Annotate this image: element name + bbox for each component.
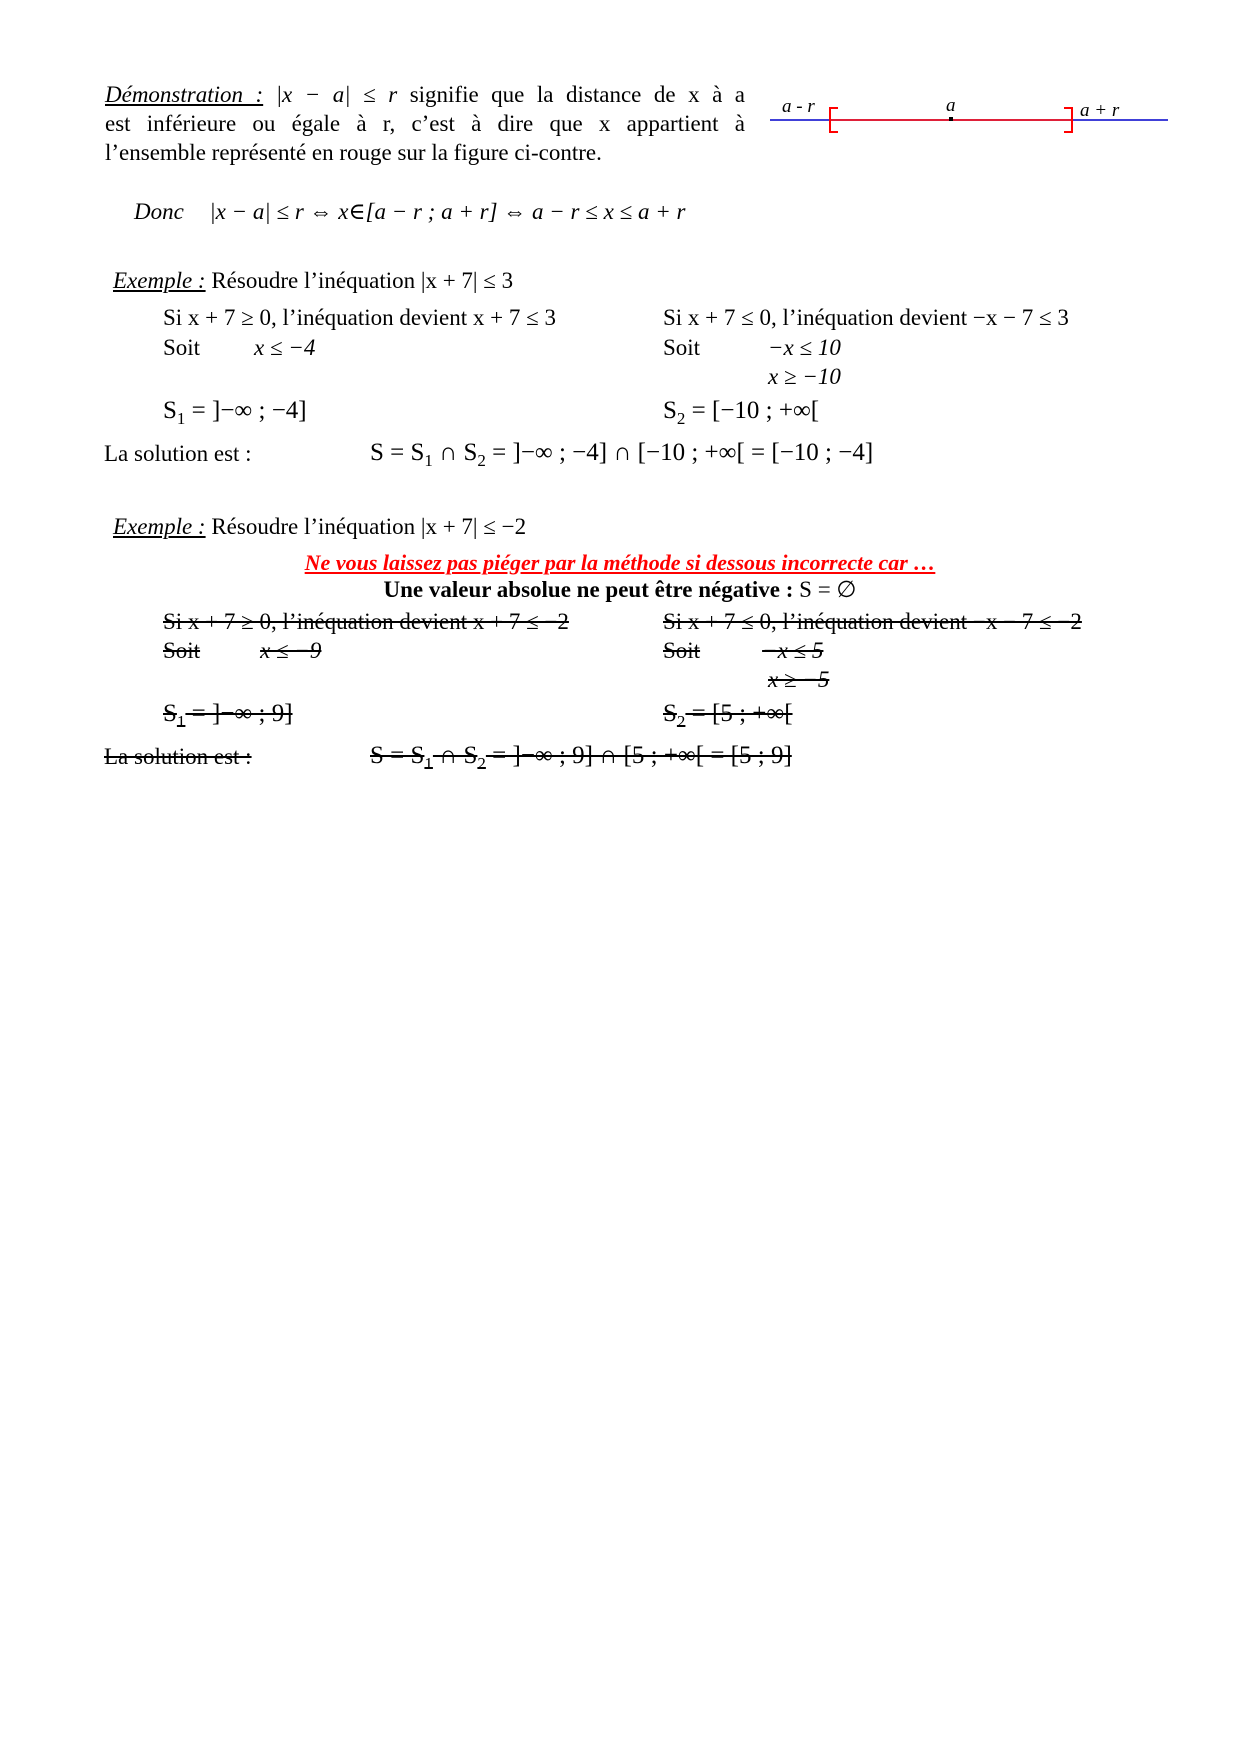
example1-solution-label: La solution est : bbox=[104, 441, 252, 466]
example1-case1-result: x ≤ −4 bbox=[254, 335, 316, 360]
example2-empty-set: S = ∅ bbox=[799, 577, 857, 602]
example2-s2-name: S bbox=[663, 700, 677, 727]
example1-solution-sub1: 1 bbox=[424, 451, 433, 470]
demo-line-2: est inférieure ou égale à r, c’est à dire que x appartient à bbox=[105, 111, 745, 136]
example2-case1-soit-line bbox=[163, 637, 323, 665]
example2-solution-sub1: 1 bbox=[424, 754, 433, 773]
example2-warning: Ne vous laissez pas piéger par la méthode si dessous incorrecte car … bbox=[304, 550, 936, 575]
example1-case2-result2: x ≥ −10 bbox=[768, 364, 841, 389]
example1-solution-b: ∩ S bbox=[432, 439, 478, 466]
demonstration-paragraph bbox=[105, 80, 745, 167]
demo-line-3: l’ensemble représenté en rouge sur la figure ci-contre. bbox=[105, 140, 602, 165]
example2-solution-b: ∩ S bbox=[432, 742, 478, 769]
demo-line-1 bbox=[105, 80, 745, 109]
example1-s1 bbox=[163, 397, 307, 428]
example2-case1-soit: Soit bbox=[163, 638, 201, 663]
figure-center-label: a bbox=[946, 95, 956, 116]
demo-label: Démonstration : bbox=[105, 82, 264, 107]
interval-figure bbox=[770, 92, 1170, 142]
example2-s1-name: S bbox=[163, 700, 177, 727]
example1-s2-value: = [−10 ; +∞[ bbox=[685, 397, 820, 424]
example1-s2 bbox=[663, 397, 820, 428]
example2-heading bbox=[113, 513, 526, 541]
example1-s2-sub: 2 bbox=[676, 409, 686, 428]
example2-case2-line: Si x + 7 ≤ 0, l’inéquation devient −x − 7 ≤ −2 bbox=[663, 609, 1082, 634]
example2-s1-value: = ]−∞ ; 9] bbox=[185, 700, 293, 727]
example2-s1-sub: 1 bbox=[176, 712, 186, 731]
example2-case2-soit-line bbox=[663, 637, 823, 665]
example1-solution bbox=[370, 439, 874, 470]
example2-s2-sub: 2 bbox=[676, 712, 686, 731]
example2-solution-label: La solution est : bbox=[104, 744, 252, 769]
example2-solution-c: = ]−∞ ; 9] ∩ [5 ; +∞[ = [5 ; 9] bbox=[485, 742, 792, 769]
example1-case2-soit: Soit bbox=[663, 335, 701, 360]
example2-case1-line: Si x + 7 ≥ 0, l’inéquation devient x + 7 ≤ −2 bbox=[163, 609, 569, 634]
center-point bbox=[949, 117, 953, 121]
donc-formula: |x − a| ≤ r ⇔ x∈[a − r ; a + r] ⇔ a − r ≤ x ≤ a + r bbox=[209, 199, 686, 224]
example1-case2-line: Si x + 7 ≤ 0, l’inéquation devient −x − 7 ≤ 3 bbox=[663, 305, 1069, 330]
example2-s1 bbox=[163, 700, 293, 731]
example1-case1-soit: Soit bbox=[163, 335, 201, 360]
demo-line1-rest: signifie que la distance de x à a bbox=[409, 82, 746, 107]
example1-case2-result1: −x ≤ 10 bbox=[768, 335, 841, 360]
example2-s2 bbox=[663, 700, 793, 731]
example1-s2-name: S bbox=[663, 397, 677, 424]
demo-formula: |x − a| ≤ r bbox=[275, 82, 398, 107]
example1-case1-line: Si x + 7 ≥ 0, l’inéquation devient x + 7 ≤ 3 bbox=[163, 305, 556, 330]
example2-s2-value: = [5 ; +∞[ bbox=[685, 700, 793, 727]
example1-s1-sub: 1 bbox=[176, 409, 186, 428]
example1-solution-sub2: 2 bbox=[477, 451, 486, 470]
example2-statement: Résoudre l’inéquation |x + 7| ≤ −2 bbox=[211, 514, 527, 539]
donc-label: Donc bbox=[134, 199, 184, 224]
example1-s1-value: = ]−∞ ; −4] bbox=[185, 397, 307, 424]
example1-solution-a: S = S bbox=[370, 439, 425, 466]
example2-case2-result2: x ≥ −5 bbox=[768, 667, 830, 692]
example2-case1-result: x ≤ −9 bbox=[260, 638, 322, 663]
example2-solution bbox=[370, 742, 792, 773]
example1-s1-name: S bbox=[163, 397, 177, 424]
example2-case2-result1: −x ≤ 5 bbox=[762, 638, 824, 663]
example1-heading bbox=[113, 267, 513, 295]
example1-solution-c: = ]−∞ ; −4] ∩ [−10 ; +∞[ = [−10 ; −4] bbox=[485, 439, 874, 466]
example2-label: Exemple : bbox=[113, 514, 206, 539]
example1-label: Exemple : bbox=[113, 268, 206, 293]
example1-statement: Résoudre l’inéquation |x + 7| ≤ 3 bbox=[211, 268, 514, 293]
example2-solution-sub2: 2 bbox=[477, 754, 486, 773]
example2-case2-soit: Soit bbox=[663, 638, 701, 663]
figure-left-label: a - r bbox=[782, 96, 815, 117]
example2-absolute-note-line bbox=[0, 576, 1240, 604]
donc-line bbox=[134, 198, 685, 226]
figure-right-label: a + r bbox=[1080, 100, 1120, 121]
example2-absolute-note: Une valeur absolue ne peut être négative : bbox=[383, 577, 794, 602]
example2-solution-a: S = S bbox=[370, 742, 425, 769]
